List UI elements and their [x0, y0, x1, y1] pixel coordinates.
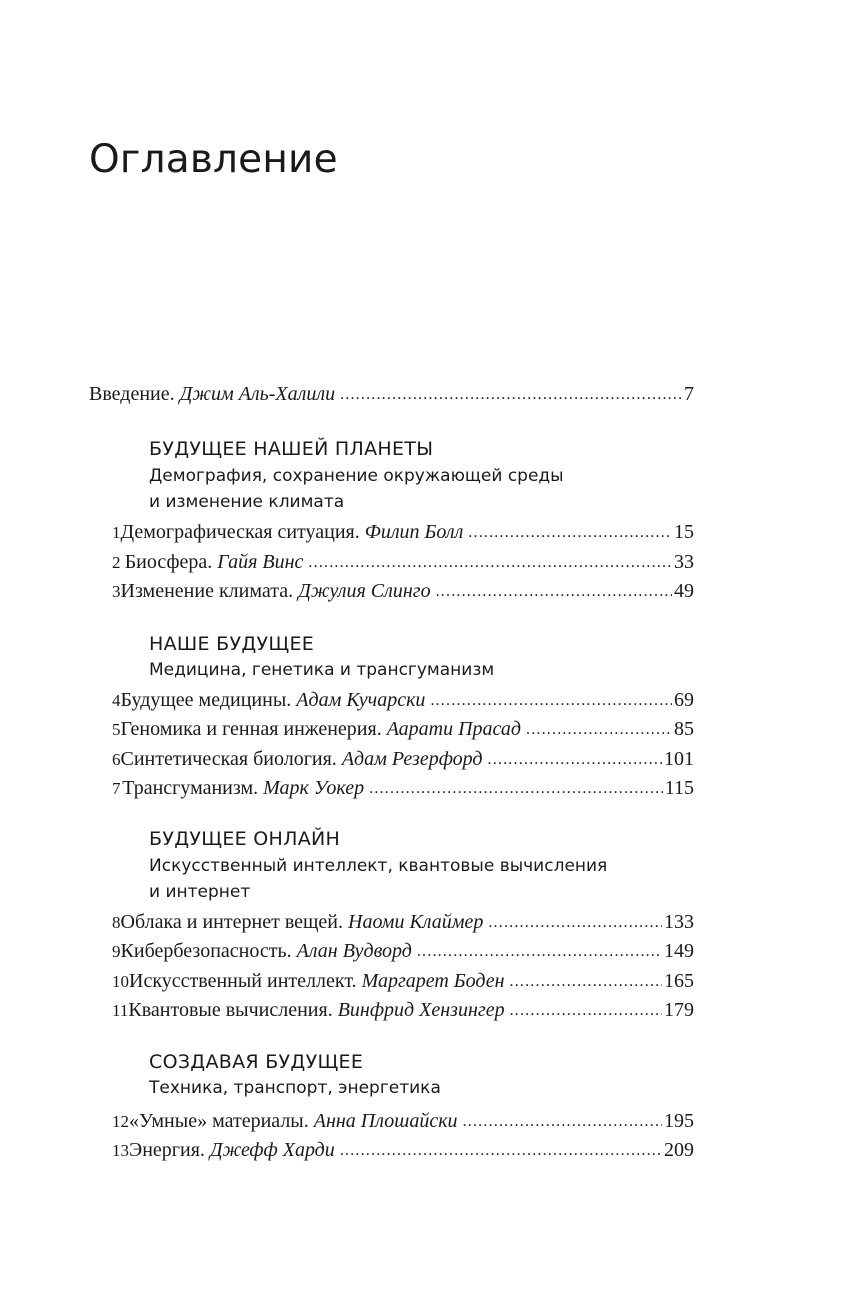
- entry-author: Винфрид Хензингер: [337, 999, 505, 1021]
- entry-page-number: 15: [674, 521, 694, 543]
- entry-author: Адам Кучарски: [296, 689, 426, 711]
- toc-entry-chapter[interactable]: [89, 1135, 694, 1165]
- section-heading: СОЗДАВАЯ БУДУЩЕЕ: [149, 1051, 364, 1073]
- toc-entry-chapter[interactable]: [89, 517, 694, 547]
- dot-leader: [510, 996, 662, 1026]
- entry-title: Изменение климата.: [120, 580, 294, 602]
- toc-entry-chapter[interactable]: [89, 1106, 694, 1136]
- chapter-number: 3: [112, 582, 121, 601]
- page-title: Оглавление: [89, 137, 338, 182]
- entry-title: «Умные» материалы.: [129, 1110, 309, 1132]
- entry-author: Марк Уокер: [263, 777, 365, 799]
- entry-title: Введение.: [89, 383, 175, 405]
- toc-entry-chapter[interactable]: [89, 995, 694, 1025]
- entry-title: Энергия.: [129, 1139, 205, 1161]
- dot-leader: [463, 1107, 662, 1137]
- entry-title: Геномика и генная инженерия.: [120, 718, 382, 740]
- section-subtitle: Техника, транспорт, энергетика: [149, 1078, 441, 1098]
- entry-title: Трансгуманизм.: [122, 777, 259, 799]
- entry-page-number: 85: [674, 718, 694, 740]
- dot-leader: [436, 577, 672, 607]
- entry-author: Алан Вудворд: [296, 940, 412, 962]
- toc-entry-chapter[interactable]: [89, 685, 694, 715]
- toc-entry-chapter[interactable]: [89, 576, 694, 606]
- dot-leader: [340, 1136, 662, 1166]
- dot-leader: [430, 686, 672, 716]
- entry-title: Облака и интернет вещей.: [120, 911, 343, 933]
- dot-leader: [510, 967, 663, 997]
- chapter-number: 1: [112, 523, 121, 542]
- entry-page-number: 149: [664, 940, 694, 962]
- chapter-number: 2: [112, 553, 121, 572]
- section-heading: НАШЕ БУДУЩЕЕ: [149, 633, 315, 655]
- entry-title: Синтетическая биология.: [120, 748, 337, 770]
- toc-entry-chapter[interactable]: [89, 936, 694, 966]
- toc-entry-chapter[interactable]: [89, 773, 694, 803]
- toc-entry-chapter[interactable]: [89, 547, 694, 577]
- toc-entry-chapter[interactable]: [89, 966, 694, 996]
- entry-page-number: 195: [664, 1110, 694, 1132]
- dot-leader: [488, 745, 663, 775]
- chapter-number: 8: [112, 913, 121, 932]
- entry-author: Анна Плошайски: [313, 1110, 458, 1132]
- chapter-number: 13: [112, 1141, 129, 1160]
- chapter-number: 11: [112, 1001, 129, 1020]
- entry-page-number: 33: [674, 551, 694, 573]
- section-subtitle: и интернет: [149, 882, 251, 902]
- dot-leader: [369, 774, 663, 804]
- dot-leader: [340, 380, 682, 410]
- entry-author: Джим Аль-Халили: [179, 383, 336, 405]
- entry-author: Филип Болл: [364, 521, 464, 543]
- entry-title: Демографическая ситуация.: [120, 521, 360, 543]
- entry-title: Кибербезопасность.: [120, 940, 292, 962]
- entry-title: Искусственный интеллект.: [129, 970, 357, 992]
- dot-leader: [488, 908, 662, 938]
- dot-leader: [308, 548, 672, 578]
- section-subtitle: Медицина, генетика и трансгуманизм: [149, 660, 495, 680]
- entry-title: Будущее медицины.: [120, 689, 292, 711]
- entry-author: Маргарет Боден: [361, 970, 505, 992]
- entry-page-number: 7: [684, 383, 694, 405]
- toc-entry-chapter[interactable]: [89, 744, 694, 774]
- section-heading: БУДУЩЕЕ НАШЕЙ ПЛАНЕТЫ: [149, 438, 434, 460]
- section-subtitle: и изменение климата: [149, 492, 345, 512]
- entry-page-number: 209: [664, 1139, 694, 1161]
- entry-page-number: 69: [674, 689, 694, 711]
- chapter-number: 10: [112, 972, 129, 991]
- chapter-number: 7: [112, 779, 121, 798]
- entry-page-number: 101: [664, 748, 694, 770]
- chapter-number: 4: [112, 691, 121, 710]
- section-heading: БУДУЩЕЕ ОНЛАЙН: [149, 828, 341, 850]
- entry-page-number: 179: [664, 999, 694, 1021]
- section-subtitle: Искусственный интеллект, квантовые вычисления: [149, 856, 608, 876]
- entry-page-number: 165: [664, 970, 694, 992]
- chapter-number: 6: [112, 750, 121, 769]
- entry-author: Гайя Винс: [217, 551, 304, 573]
- entry-title: Биосфера.: [124, 551, 213, 573]
- entry-author: Адам Резерфорд: [341, 748, 483, 770]
- toc-entry-introduction[interactable]: [89, 379, 694, 409]
- dot-leader: [526, 715, 672, 745]
- section-subtitle: Демография, сохранение окружающей среды: [149, 466, 564, 486]
- chapter-number: 9: [112, 942, 121, 961]
- dot-leader: [468, 518, 672, 548]
- chapter-number: 5: [112, 720, 121, 739]
- entry-title: Квантовые вычисления.: [128, 999, 333, 1021]
- chapter-number: 12: [112, 1112, 129, 1131]
- entry-author: Джефф Харди: [209, 1139, 335, 1161]
- dot-leader: [417, 937, 662, 967]
- entry-page-number: 49: [674, 580, 694, 602]
- entry-author: Джулия Слинго: [298, 580, 431, 602]
- entry-page-number: 115: [664, 777, 694, 799]
- entry-page-number: 133: [664, 911, 694, 933]
- toc-entry-chapter[interactable]: [89, 907, 694, 937]
- toc-entry-chapter[interactable]: [89, 714, 694, 744]
- entry-author: Наоми Клаймер: [348, 911, 484, 933]
- entry-author: Аарати Прасад: [386, 718, 521, 740]
